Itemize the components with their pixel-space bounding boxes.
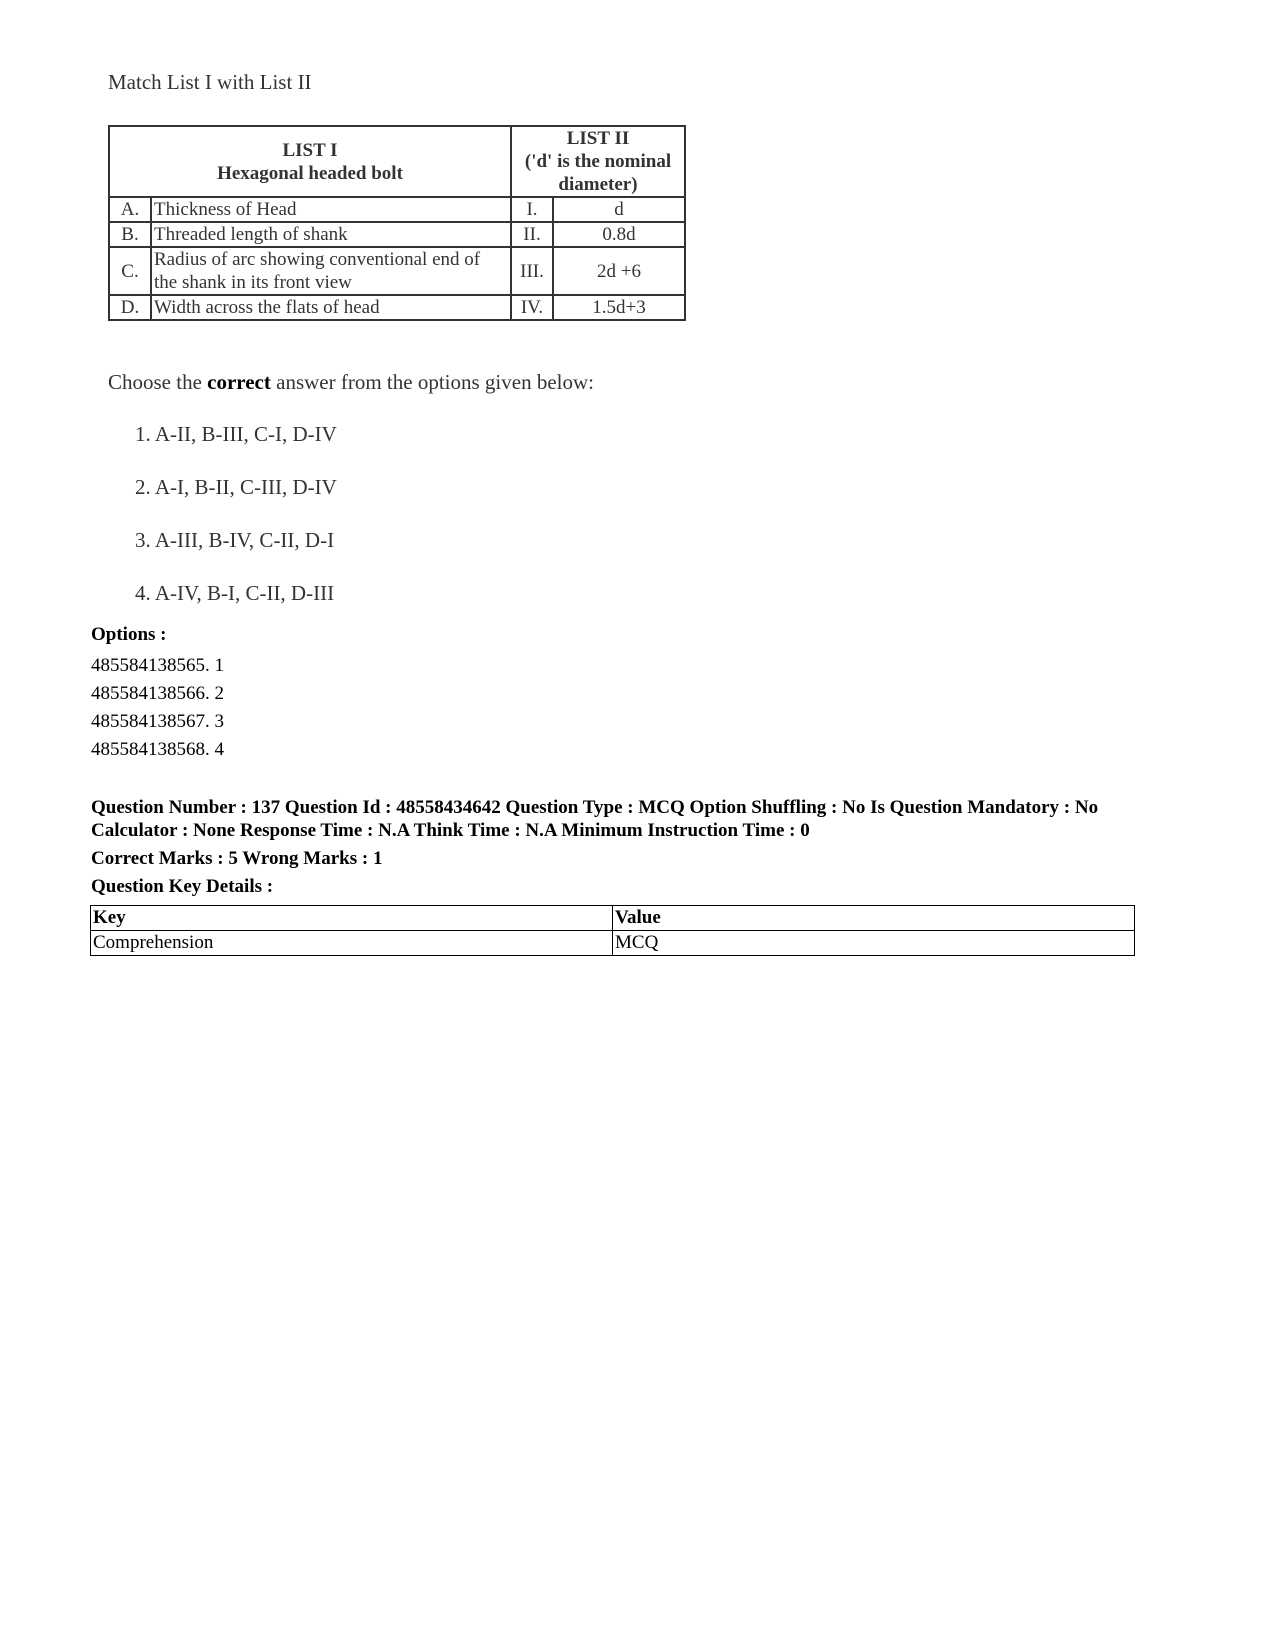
table-header-row: Key Value xyxy=(91,906,1135,931)
match-table xyxy=(108,125,686,321)
table-row: Comprehension MCQ xyxy=(91,931,1135,956)
answer-choice: 3. A-III, B-IV, C-II, D-I xyxy=(135,528,335,552)
match-row: D. Width across the flats of head IV. 1.5d+3 xyxy=(109,295,685,320)
question-image xyxy=(108,70,728,605)
match-row: C. Radius of arc showing conventional end of the shank in its front view III. 2d +6 xyxy=(109,247,685,295)
question-intro: Match List I with List II xyxy=(108,70,312,94)
key-details-title: Question Key Details : xyxy=(91,876,274,897)
options-list xyxy=(91,652,224,764)
answer-choice: 1. A-II, B-III, C-I, D-IV xyxy=(135,422,337,446)
option-item: 485584138565. 1 xyxy=(91,655,224,676)
answer-choice: 4. A-IV, B-I, C-II, D-III xyxy=(135,581,335,605)
answer-choices xyxy=(135,422,337,634)
option-item: 485584138566. 2 xyxy=(91,683,224,704)
match-row: B. Threaded length of shank II. 0.8d xyxy=(109,222,685,247)
match-row: A. Thickness of Head I. d xyxy=(109,197,685,222)
question-meta: Question Number : 137 Question Id : 48558434642 Question Type : MCQ Option Shuffling : No Is Question Mandatory : No Calculator : None Response Time : N.A Think Time : N.A Minimum Instruction Time : 0 xyxy=(91,797,1099,841)
marks-info: Correct Marks : 5 Wrong Marks : 1 xyxy=(91,848,383,869)
option-item: 485584138567. 3 xyxy=(91,711,224,732)
list2-header: LIST II ('d' is the nominal diameter) xyxy=(511,126,685,197)
options-title: Options : xyxy=(91,624,167,645)
key-details-table xyxy=(90,905,1135,956)
option-item: 485584138568. 4 xyxy=(91,739,224,760)
list1-header: LIST I Hexagonal headed bolt xyxy=(109,126,511,197)
choose-instruction: Choose the correct answer from the options given below: xyxy=(108,370,594,394)
answer-choice: 2. A-I, B-II, C-III, D-IV xyxy=(135,475,337,499)
